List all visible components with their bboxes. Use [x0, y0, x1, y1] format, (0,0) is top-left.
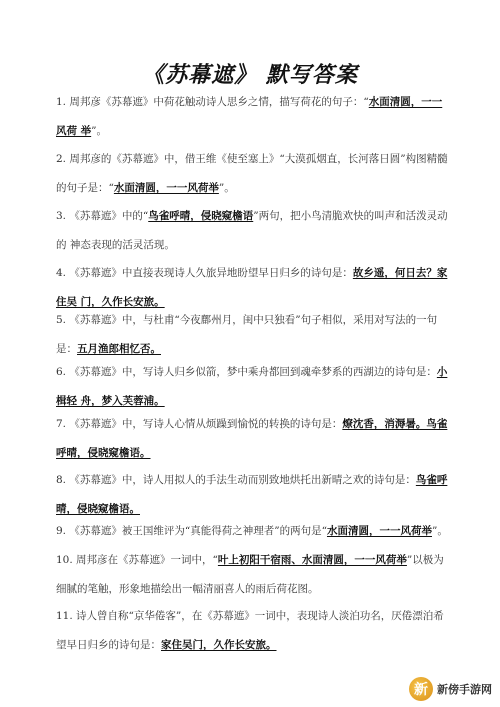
answer-text: 五月渔郎相忆否。	[77, 343, 161, 355]
question-text: 1. 周邦彦《苏幕遮》中荷花触动诗人思乡之情，描写荷花的句子：“	[56, 96, 369, 108]
question-tail: ”两句，把小鸟清脆欢快的叫声和活泼灵动的 神态表现的活灵活现。	[56, 210, 448, 251]
question-text: 5. 《苏幕遮》中，与杜甫“今夜鄜州月，闺中只独看”句子相似，采用对写法的一句是：	[56, 314, 438, 355]
question-7	[56, 410, 452, 468]
question-tail: ”。	[431, 525, 448, 537]
answer-text: 水面清圆，一一风荷举	[326, 525, 432, 537]
question-text: 7. 《苏幕遮》中，写诗人心情从烦躁到愉悦的转换的诗句是：	[56, 418, 343, 430]
question-text: 6. 《苏幕遮》中，写诗人归乡似箭，梦中乘舟都回到魂牵梦系的西湖边的诗句是：	[56, 366, 437, 378]
question-text: 9. 《苏幕遮》被王国维评为“真能得荷之神理者”的两句是“	[56, 525, 327, 537]
question-2	[56, 145, 452, 203]
question-text: 4. 《苏幕遮》中直接表现诗人久旅异地盼望早日归乡的诗句是：	[56, 267, 353, 279]
question-10	[56, 546, 452, 604]
question-tail: ”。	[218, 182, 235, 194]
question-3	[56, 202, 452, 260]
question-6	[56, 358, 452, 416]
page-title: 《苏幕遮》 默写答案	[142, 63, 358, 88]
answer-text: 水面清圆，一一风荷举	[113, 182, 219, 194]
answer-text: 鸟雀呼晴，侵晓窥檐语。	[56, 474, 448, 515]
question-9	[56, 517, 452, 546]
question-8	[56, 466, 452, 524]
site-watermark	[409, 677, 492, 701]
answer-text: 小楫轻 舟，梦入芙蓉浦。	[56, 366, 448, 407]
answer-text: 家住吴门，久作长安旅。	[161, 639, 277, 651]
question-tail: ”。	[91, 125, 108, 137]
answer-text: 燎沈香，消溽暑。鸟雀呼晴，侵晓窥檐语。	[56, 418, 448, 459]
question-text: 3. 《苏幕遮》中的“	[56, 210, 149, 222]
answer-text: 叶上初阳干宿雨、水面清圆，一一风荷举	[217, 554, 407, 566]
question-text: 10. 周邦彦在《苏幕遮》一词中，“	[56, 554, 218, 566]
question-1	[56, 88, 452, 146]
question-text: 2. 周邦彦的《苏幕遮》中，借王维《使至塞上》“大漠孤烟直，长河落日圆”构图精髓的句子是：“	[56, 153, 448, 194]
question-11	[56, 602, 452, 660]
question-text: 11. 诗人曾自称“京华倦客”，在《苏幕遮》一词中，表现诗人淡泊功名，厌倦漂泊希望早日归乡的诗句是：	[56, 610, 444, 651]
site-logo-icon: 新	[409, 677, 433, 701]
answer-text: 鸟雀呼晴，侵晓窥檐语	[148, 210, 254, 222]
question-tail: ”以极为细腻的笔触，形象地描绘出一幅清丽喜人的雨后荷花图。	[56, 554, 444, 595]
question-text: 8. 《苏幕遮》中，诗人用拟人的手法生动而别致地烘托出新晴之欢的诗句是：	[56, 474, 416, 486]
answer-text: 水面清圆，一一风荷 举	[56, 96, 443, 137]
watermark-text: 新傍手游网	[437, 683, 492, 696]
question-5	[56, 306, 452, 364]
answer-text: 故乡遥，何日去？家住吴 门，久作长安旅。	[56, 267, 448, 308]
